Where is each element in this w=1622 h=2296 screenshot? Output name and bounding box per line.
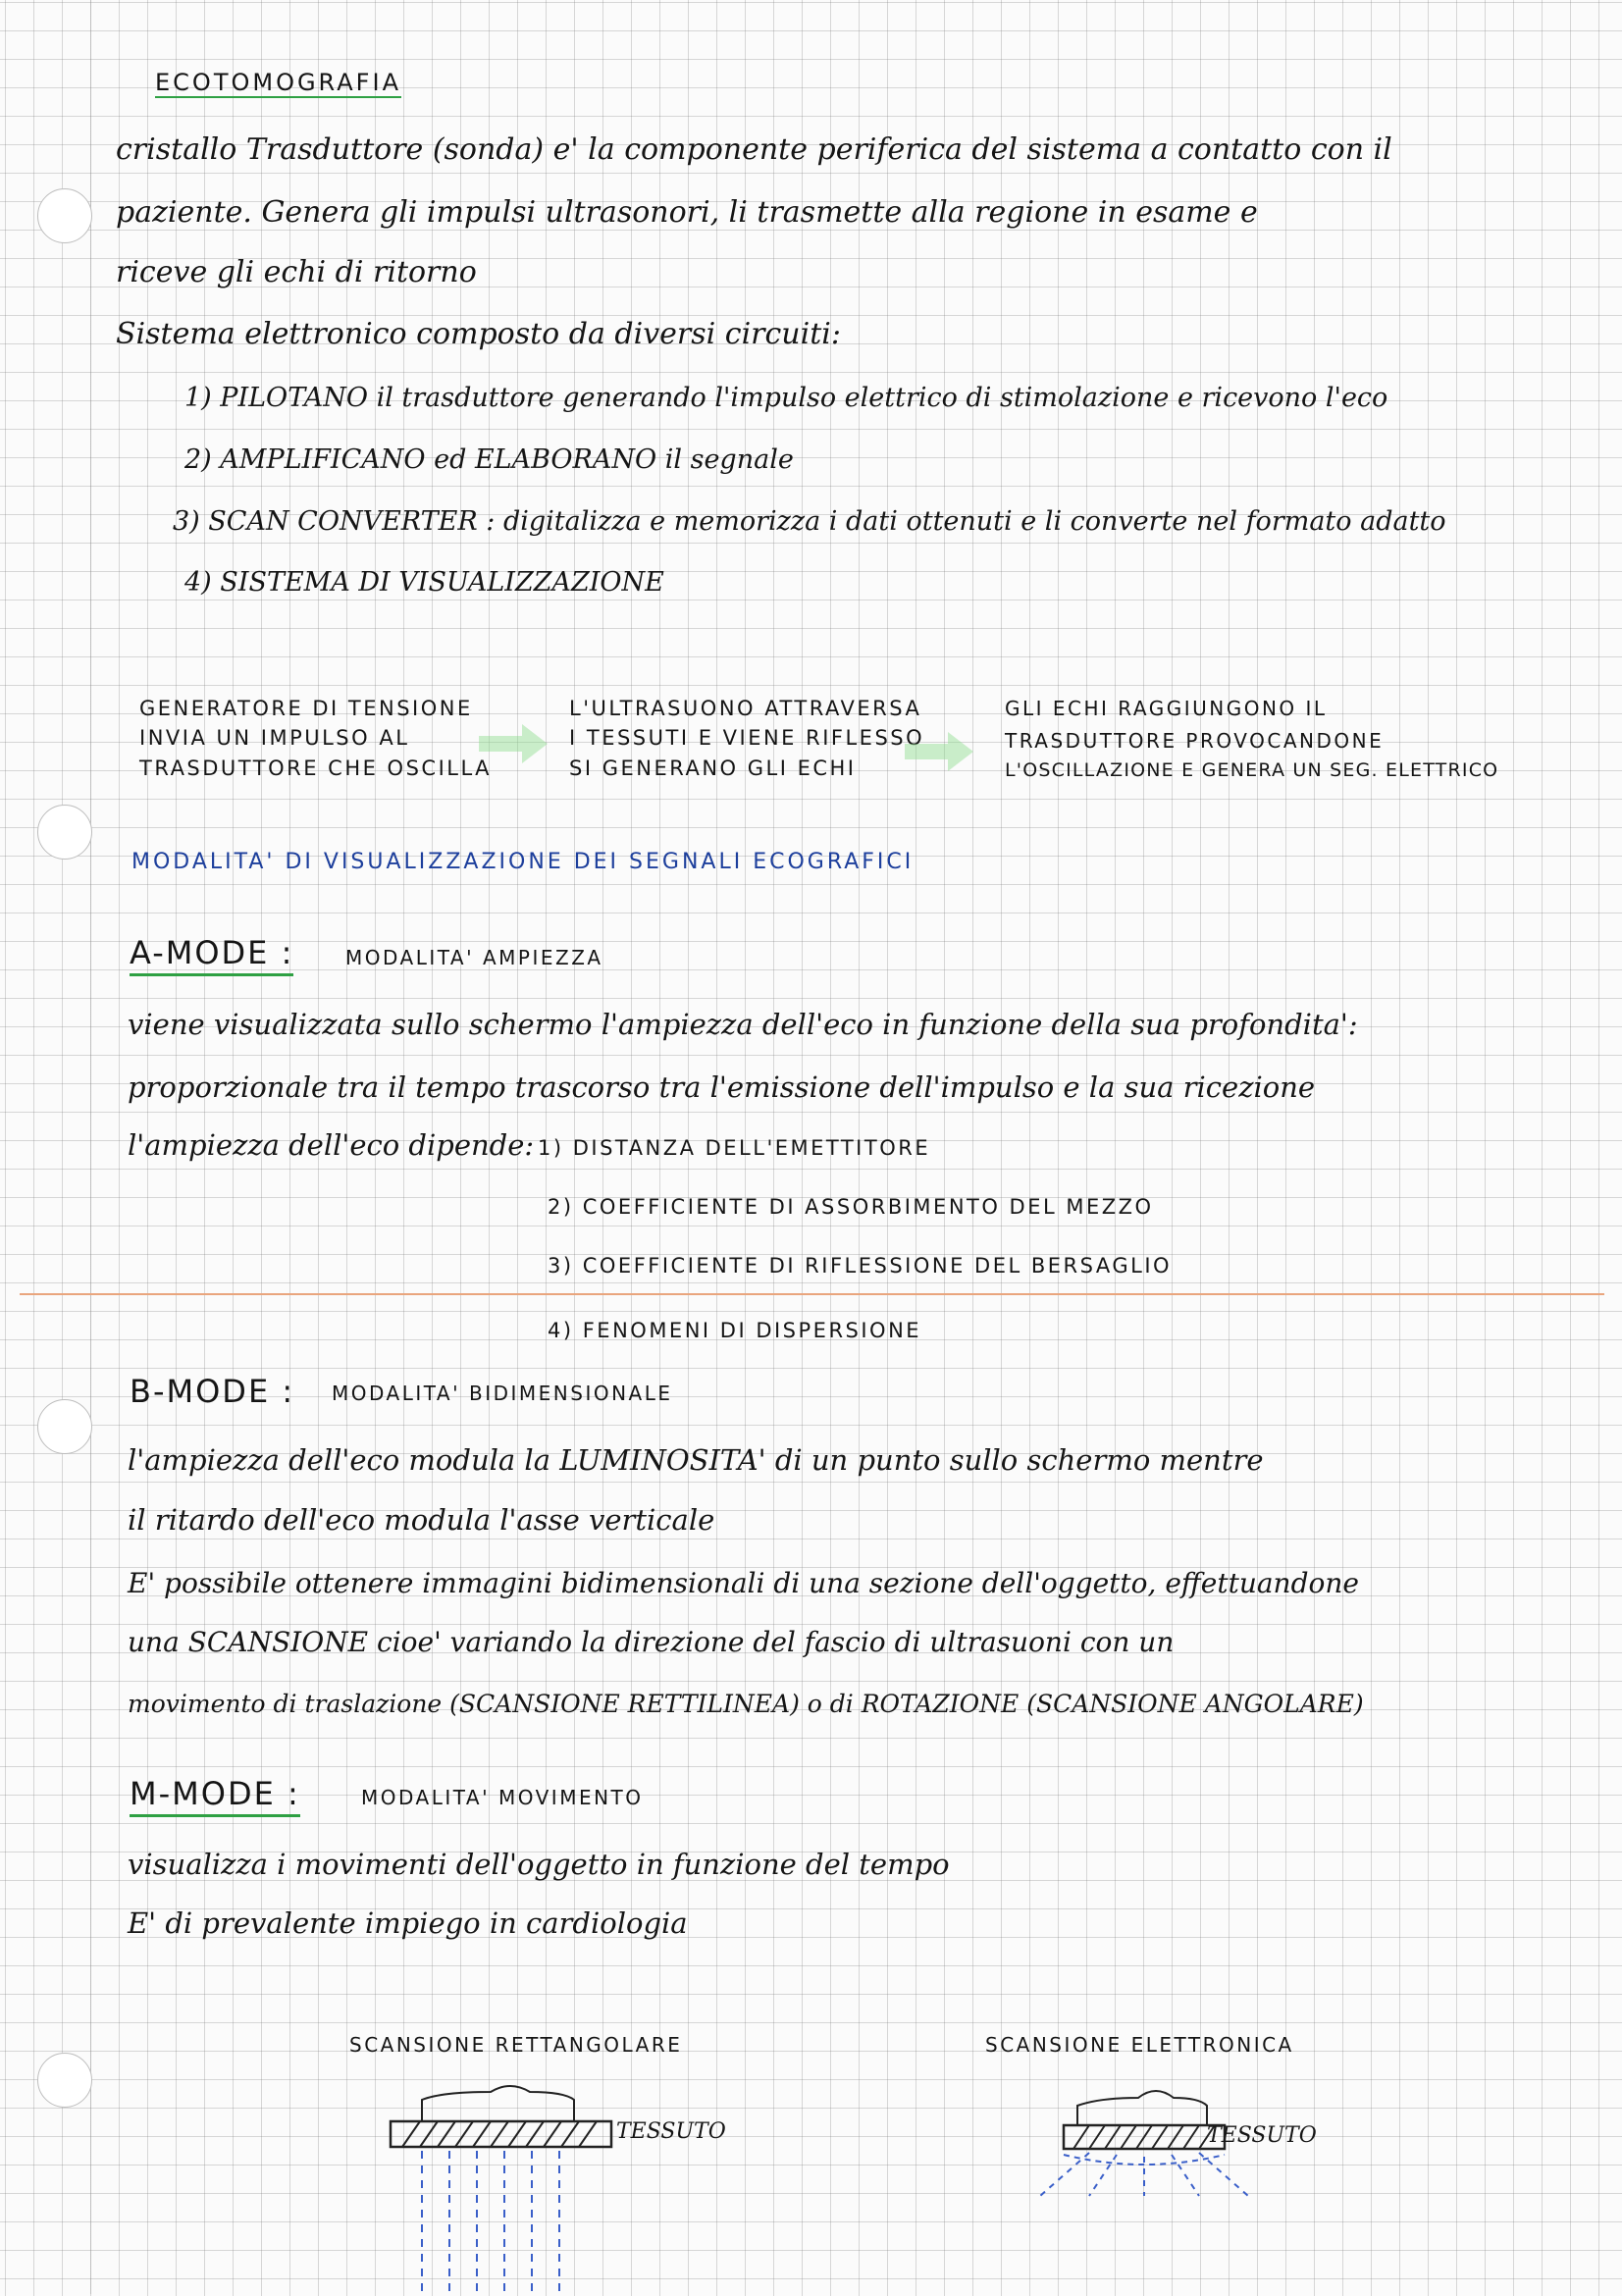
amode-label-text: A-MODE : [130,934,293,976]
mmode-subtitle: MODALITA' MOVIMENTO [361,1786,644,1809]
rectangular-scan-diagram [383,2070,638,2296]
punch-hole-bottom [37,2053,92,2108]
flow-arrow-1 [479,736,522,752]
intro-line-1: cristallo Trasduttore (sonda) e' la componente periferica del sistema a contatto con il [116,132,1392,167]
bmode-line-5: movimento di traslazione (SCANSIONE RETTILINEA) o di ROTAZIONE (SCANSIONE ANGOLARE) [128,1690,1364,1718]
diagram-rect-title: SCANSIONE RETTANGOLARE [349,2033,683,2057]
bmode-subtitle: MODALITA' BIDIMENSIONALE [332,1382,673,1405]
mmode-line-2: E' di prevalente impiego in cardiologia [128,1906,688,1940]
amode-subtitle: MODALITA' AMPIEZZA [345,946,603,969]
flow-step-1-line-3: TRASDUTTORE CHE OSCILLA [139,757,493,780]
intro-line-3: riceve gli echi di ritorno [116,255,477,289]
flow-step-2-line-2: I TESSUTI E VIENE RIFLESSO [569,726,925,750]
bmode-line-2: il ritardo dell'eco modula l'asse verticale [128,1503,715,1537]
flow-step-1-line-1: GENERATORE DI TENSIONE [139,697,473,720]
amode-factor-1: 1) DISTANZA DELL'EMETTITORE [538,1136,931,1160]
diagram-elec-title: SCANSIONE ELETTRONICA [985,2033,1294,2057]
amode-factor-3: 3) COEFFICIENTE DI RIFLESSIONE DEL BERSAGLIO [548,1254,1173,1278]
flow-step-3-line-3: L'OSCILLAZIONE E GENERA UN SEG. ELETTRICO [1005,759,1499,781]
amode-label [130,934,294,971]
page-margin-line [90,0,91,2294]
circuit-item-4: 4) SISTEMA DI VISUALIZZAZIONE [184,567,664,598]
circuit-item-2: 2) AMPLIFICANO ed ELABORANO il segnale [184,444,794,475]
page-fold-line [20,1293,1604,1295]
intro-line-2: paziente. Genera gli impulsi ultrasonori, li trasmette alla regione in esame e [116,195,1258,230]
bmode-label: B-MODE : [130,1373,295,1410]
amode-depends-label: l'ampiezza dell'eco dipende: [128,1128,535,1162]
diagram-rect-label: TESSUTO [616,2119,726,2144]
mmode-label-text: M-MODE : [130,1775,300,1817]
amode-line-2: proporzionale tra il tempo trascorso tra l'emissione dell'impulso e la sua ricezione [128,1070,1316,1104]
amode-factor-4: 4) FENOMENI DI DISPERSIONE [548,1319,922,1342]
flow-step-1-line-2: INVIA UN IMPULSO AL [139,726,410,750]
circuit-item-3: 3) SCAN CONVERTER : digitalizza e memorizza i dati ottenuti e li converte nel formato adatto [173,506,1446,537]
punch-hole-lower [37,1399,92,1454]
bmode-line-3: E' possibile ottenere immagini bidimensionali di una sezione dell'oggetto, effettuandone [128,1567,1359,1599]
intro-line-4: Sistema elettronico composto da diversi circuiti: [116,317,841,351]
mmode-line-1: visualizza i movimenti dell'oggetto in funzione del tempo [128,1848,950,1881]
mmode-label [130,1775,300,1812]
punch-hole-top [37,188,92,243]
section-heading: MODALITA' DI VISUALIZZAZIONE DEI SEGNALI ECOGRAFICI [131,850,915,874]
amode-factor-2: 2) COEFFICIENTE DI ASSORBIMENTO DEL MEZZO [548,1195,1154,1219]
page-title: ECOTOMOGRAFIA [155,69,401,96]
circuit-item-1: 1) PILOTANO il trasduttore generando l'impulso elettrico di stimolazione e ricevono l'eco [184,383,1388,413]
flow-step-3-line-2: TRASDUTTORE PROVOCANDONE [1005,729,1385,753]
flow-step-2-line-3: SI GENERANO GLI ECHI [569,757,857,780]
bmode-line-4: una SCANSIONE cioe' variando la direzione del fascio di ultrasuoni con un [128,1626,1175,1658]
flow-step-2-line-1: L'ULTRASUONO ATTRAVERSA [569,697,922,720]
flow-step-3-line-1: GLI ECHI RAGGIUNGONO IL [1005,697,1328,720]
flow-arrow-2 [905,744,948,759]
diagram-elec-label: TESSUTO [1207,2123,1317,2148]
punch-hole-upper [37,805,92,860]
amode-line-1: viene visualizzata sullo schermo l'ampiezza dell'eco in funzione della sua profondita': [128,1008,1358,1041]
bmode-line-1: l'ampiezza dell'eco modula la LUMINOSITA' di un punto sullo schermo mentre [128,1443,1264,1477]
